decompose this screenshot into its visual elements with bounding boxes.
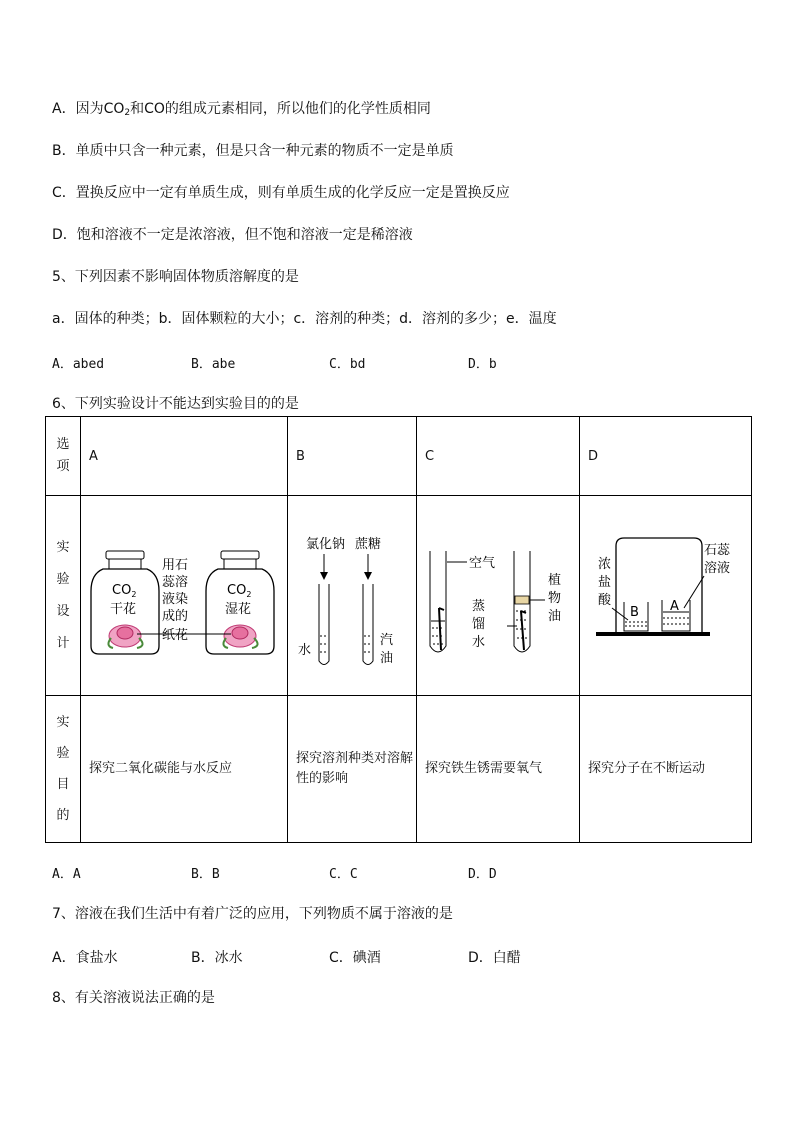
q7-options [52, 947, 752, 965]
wet-flower-label: 湿花 [225, 602, 252, 617]
q6-option-a: A．A [52, 867, 81, 882]
water-label-1: 蒸 [472, 599, 486, 614]
note-line-3: 液染 [162, 592, 189, 607]
hcl-label-3: 酸 [598, 593, 612, 608]
q5-factors: a．固体的种类；b．固体颗粒的大小；c．溶剂的种类；d．溶剂的多少；e．温度 [52, 311, 557, 327]
row-label-option: 选 项 [46, 417, 81, 496]
litmus-label-1: 石蕊 [704, 543, 731, 558]
q4-option-d: D．饱和溶液不一定是浓溶液，但不饱和溶液一定是稀溶液 [52, 227, 413, 243]
co2-right-label: $CO_2$ [227, 583, 252, 599]
q7-option-b: B．冰水 [191, 950, 243, 966]
q5-stem: 5、下列因素不影响固体物质溶解度的是 [52, 269, 299, 285]
solute-sugar-label: 蔗糖 [355, 537, 382, 552]
note-line-1: 用石 [162, 558, 189, 573]
co2-left-label: $CO_2$ [112, 583, 137, 599]
table-row-purpose [46, 696, 752, 843]
header-c: C [417, 417, 580, 496]
q6-option-d: D．D [468, 867, 497, 882]
q6-stem: 6、下列实验设计不能达到实验目的的是 [52, 396, 299, 412]
note-line-5: 纸花 [162, 628, 189, 643]
q7-option-d: D．白醋 [468, 950, 521, 966]
test-tube-water-icon [319, 584, 329, 665]
purpose-a: 探究二氧化碳能与水反应 [81, 696, 288, 843]
q5-option-b: B．abe [191, 357, 236, 372]
oil-label-2: 物 [548, 591, 562, 606]
figure-b-solubility [288, 496, 417, 696]
solvent-water-label: 水 [298, 643, 312, 658]
q6-option-b: B．B [191, 867, 220, 882]
note-line-4: 成的 [162, 609, 189, 624]
table-row-design [46, 496, 752, 696]
q5-option-a: A．abed [52, 357, 105, 372]
q7-stem: 7、溶液在我们生活中有着广泛的应用，下列物质不属于溶液的是 [52, 906, 453, 922]
water-label-3: 水 [472, 635, 486, 650]
q5-option-c: C．bd [329, 357, 366, 372]
figure-c-rusting [417, 496, 580, 696]
q7-option-c: C．碘酒 [329, 950, 381, 966]
base-plate [596, 632, 710, 636]
air-label: 空气 [469, 556, 496, 571]
purpose-c: 探究铁生锈需要氧气 [417, 696, 580, 843]
solvent-gasoline-label-1: 汽 [380, 633, 394, 648]
oil-label-1: 植 [548, 573, 562, 588]
beaker-b-label: B [630, 605, 639, 620]
table-row-option [46, 417, 752, 496]
experiment-table [45, 416, 752, 843]
q6-option-c: C．C [329, 867, 358, 882]
beaker-a-icon [662, 599, 690, 631]
q4-option-a: A．因为$CO_2$和CO的组成元素相同，所以他们的化学性质相同 [52, 101, 431, 118]
q7-option-a: A．食盐水 [52, 950, 118, 966]
solvent-gasoline-label-2: 油 [380, 651, 394, 666]
note-line-2: 蕊溶 [162, 575, 189, 590]
figure-d-diffusion [580, 496, 752, 696]
header-d: D [580, 417, 752, 496]
hcl-label-1: 浓 [598, 557, 612, 572]
beaker-b-icon [624, 602, 648, 631]
row-label-purpose: 实 验 目 的 [46, 696, 81, 843]
solute-nacl-label: 氯化钠 [306, 537, 346, 552]
q6-options [52, 863, 752, 881]
purpose-b: 探究溶剂种类对溶解性的影响 [288, 696, 417, 843]
purpose-d: 探究分子在不断运动 [580, 696, 752, 843]
beaker-a-label: A [670, 599, 679, 614]
hcl-label-2: 盐 [598, 575, 612, 590]
water-label-2: 馏 [472, 617, 486, 632]
q5-options [52, 353, 752, 371]
header-a: A [81, 417, 288, 496]
figure-a-co2-flowers [81, 496, 288, 696]
row-label-design: 实 验 设 计 [46, 496, 81, 696]
q4-option-c: C．置换反应中一定有单质生成，则有单质生成的化学反应一定是置换反应 [52, 185, 510, 201]
q8-stem: 8、有关溶液说法正确的是 [52, 990, 215, 1006]
test-tube-gasoline-icon [363, 584, 373, 665]
q4-option-b: B．单质中只含一种元素，但是只含一种元素的物质不一定是单质 [52, 143, 454, 159]
litmus-label-2: 溶液 [704, 561, 731, 576]
test-tube-air-icon [430, 551, 446, 652]
header-b: B [288, 417, 417, 496]
q5-option-d: D．b [468, 357, 497, 372]
test-tube-oil-icon [514, 551, 530, 652]
dry-flower-label: 干花 [110, 602, 137, 617]
oil-label-3: 油 [548, 609, 562, 624]
